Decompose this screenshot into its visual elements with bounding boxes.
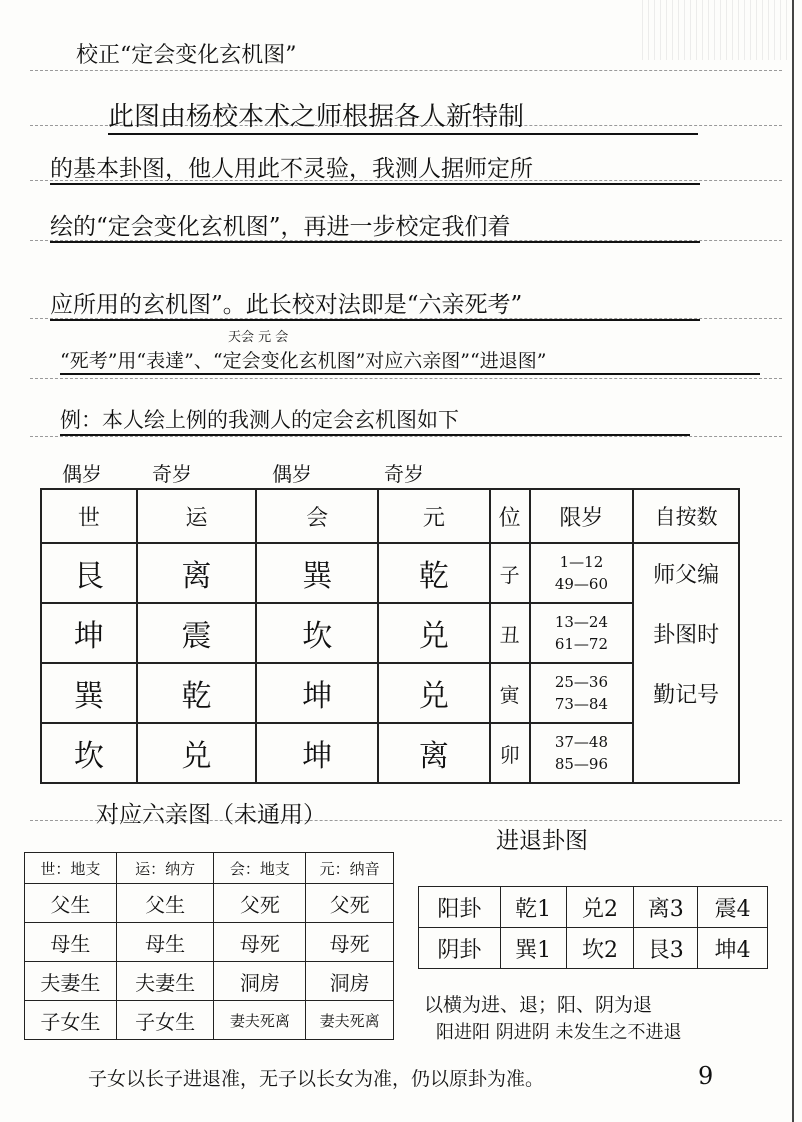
cell-wei: 寅 <box>490 663 530 723</box>
cell: 子女生 <box>116 1001 214 1040</box>
cell: 巽1 <box>500 928 566 969</box>
header-cell: 世：地支 <box>25 853 117 884</box>
six-relations-title: 对应六亲图（未通用） <box>96 802 326 828</box>
paragraph-line-5: “死考”用“表達”、“定会变化玄机图”对应六亲图”“进退图” <box>60 346 760 375</box>
row-label: 偶岁 <box>272 462 312 486</box>
note-line-2: 阳进阳 阴进阴 未发生之不进退 <box>436 1022 682 1043</box>
cell-shi: 巽 <box>41 663 137 723</box>
cell-yun: 兑 <box>137 723 257 783</box>
cell: 父死 <box>306 884 394 923</box>
cell-yun: 震 <box>137 603 257 663</box>
table-row <box>41 663 739 723</box>
table-row <box>41 603 739 663</box>
ruled-line <box>30 436 782 437</box>
paragraph-line-1: 此图由杨校本术之师根据各人新特制 <box>108 96 698 135</box>
cell-wei: 卯 <box>490 723 530 783</box>
table-row <box>25 884 394 923</box>
cell: 乾1 <box>500 887 566 928</box>
table-header-row <box>41 489 739 543</box>
header-cell: 限岁 <box>530 489 634 543</box>
note-line-1: 以横为进、退；阳、阴为退 <box>424 994 653 1016</box>
table-row <box>419 928 768 969</box>
header-cell: 元 <box>378 489 490 543</box>
main-table <box>40 488 740 784</box>
table-row <box>419 887 768 928</box>
cell: 夫妻生 <box>116 962 214 1001</box>
limit-range: 13—24 <box>554 613 609 631</box>
advance-retreat-title: 进退卦图 <box>496 828 588 854</box>
six-relations-table <box>24 852 394 1040</box>
header-cell: 会：地支 <box>214 853 306 884</box>
cell: 母死 <box>214 923 306 962</box>
limit-range: 73—84 <box>554 695 609 713</box>
cell: 妻夫死离 <box>214 1001 306 1040</box>
cell-yuan: 兑 <box>378 603 490 663</box>
cell-hui: 坎 <box>256 603 378 663</box>
table-row <box>25 1001 394 1040</box>
footer-line: 子女以长子进退准，无子以长女为准，仍以原卦为准。 <box>88 1068 545 1090</box>
cell-yun: 乾 <box>137 663 257 723</box>
paragraph-line-3: 绘的“定会变化玄机图”，再进一步校定我们着 <box>50 208 700 243</box>
cell: 离3 <box>634 887 698 928</box>
cell-wei: 丑 <box>490 603 530 663</box>
cell: 兑2 <box>566 887 634 928</box>
ruled-line <box>30 378 782 379</box>
header-cell: 运：纳方 <box>116 853 214 884</box>
cell: 母生 <box>25 923 117 962</box>
cell: 母生 <box>116 923 214 962</box>
limit-range: 85—96 <box>554 755 609 773</box>
page-title: 校正“定会变化玄机图” <box>76 43 297 68</box>
cell: 艮3 <box>634 928 698 969</box>
header-cell: 元：纳音 <box>306 853 394 884</box>
table-header-row <box>25 853 394 884</box>
yinyang-table <box>418 886 768 969</box>
cell: 母死 <box>306 923 394 962</box>
page-edge-line <box>792 0 794 1122</box>
cell: 阴卦 <box>419 928 501 969</box>
header-cell: 自按数 <box>633 489 739 543</box>
row-label: 奇岁 <box>384 462 424 486</box>
cell-hui: 坤 <box>256 723 378 783</box>
table-row <box>41 543 739 603</box>
cell-limit <box>530 663 634 723</box>
cell-note: 师父编 <box>633 543 739 603</box>
cell: 洞房 <box>306 962 394 1001</box>
cell: 洞房 <box>214 962 306 1001</box>
table-row <box>25 962 394 1001</box>
cell-wei: 子 <box>490 543 530 603</box>
cell-hui: 巽 <box>256 543 378 603</box>
scan-noise <box>642 0 792 60</box>
paragraph-line-2: 的基本卦图，他人用此不灵验，我测人据师定所 <box>50 150 700 185</box>
cell: 坤4 <box>698 928 768 969</box>
table-row <box>41 723 739 783</box>
cell: 父死 <box>214 884 306 923</box>
cell: 震4 <box>698 887 768 928</box>
cell-shi: 坎 <box>41 723 137 783</box>
cell-yun: 离 <box>137 543 257 603</box>
cell: 坎2 <box>566 928 634 969</box>
cell-yuan: 离 <box>378 723 490 783</box>
page-number: 9 <box>698 1062 714 1090</box>
cell: 阳卦 <box>419 887 501 928</box>
cell-hui: 坤 <box>256 663 378 723</box>
cell: 子女生 <box>25 1001 117 1040</box>
cell: 父生 <box>25 884 117 923</box>
limit-range: 61—72 <box>554 635 609 653</box>
cell-note <box>633 723 739 783</box>
cell-limit <box>530 603 634 663</box>
table-row <box>25 923 394 962</box>
paragraph-line-4: 应所用的玄机图”。此长校对法即是“六亲死考” <box>50 286 700 321</box>
header-cell: 会 <box>256 489 378 543</box>
limit-range: 1—12 <box>559 553 604 571</box>
cell-limit <box>530 723 634 783</box>
ruled-line <box>30 70 782 71</box>
limit-range: 25—36 <box>554 673 609 691</box>
header-cell: 位 <box>490 489 530 543</box>
cell-limit <box>530 543 634 603</box>
insert-note: 天会 元 会 <box>228 330 289 345</box>
cell-shi: 艮 <box>41 543 137 603</box>
cell-shi: 坤 <box>41 603 137 663</box>
cell-yuan: 兑 <box>378 663 490 723</box>
row-label: 偶岁 <box>62 462 102 486</box>
limit-range: 37—48 <box>554 733 609 751</box>
cell-note: 卦图时 <box>633 603 739 663</box>
header-cell: 运 <box>137 489 257 543</box>
row-label: 奇岁 <box>152 462 192 486</box>
cell: 夫妻生 <box>25 962 117 1001</box>
cell: 妻夫死离 <box>306 1001 394 1040</box>
cell: 父生 <box>116 884 214 923</box>
header-cell: 世 <box>41 489 137 543</box>
example-line: 例：本人绘上例的我测人的定会玄机图如下 <box>60 404 690 436</box>
cell-note: 勤记号 <box>633 663 739 723</box>
cell-yuan: 乾 <box>378 543 490 603</box>
limit-range: 49—60 <box>554 575 609 593</box>
